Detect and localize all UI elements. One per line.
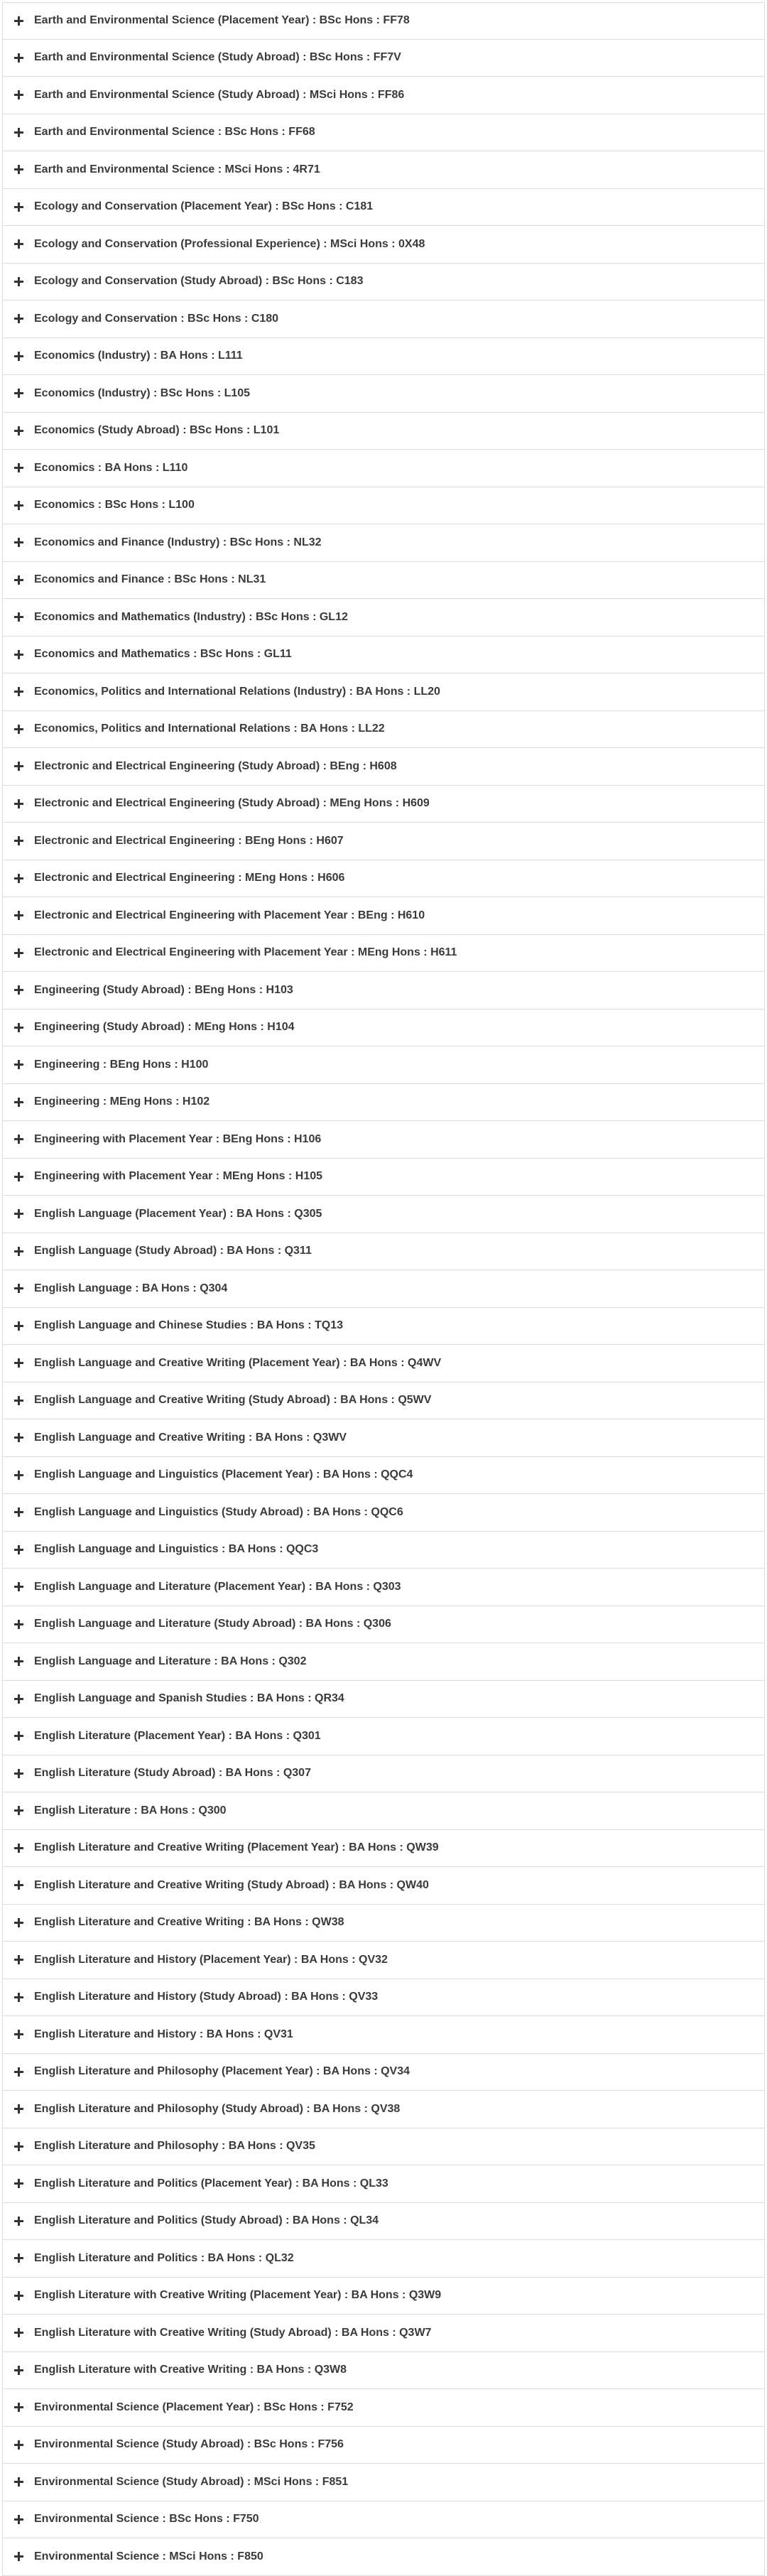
course-label: Environmental Science (Placement Year) : BSc Hons : F752 [34, 2401, 354, 2413]
course-label: English Language and Spanish Studies : BA Hons : QR34 [34, 1692, 344, 1705]
plus-icon [14, 1657, 23, 1666]
course-accordion-item[interactable] [2, 189, 765, 227]
course-accordion-item[interactable] [2, 1718, 765, 1755]
course-accordion-item[interactable] [2, 823, 765, 860]
plus-icon [14, 1806, 23, 1815]
course-accordion-item[interactable] [2, 2501, 765, 2539]
course-accordion-item[interactable] [2, 1681, 765, 1719]
course-label: English Literature (Placement Year) : BA Hons : Q301 [34, 1729, 321, 1742]
course-accordion-item[interactable] [2, 264, 765, 301]
plus-icon [14, 202, 23, 212]
course-label: English Language and Chinese Studies : BA Hons : TQ13 [34, 1319, 344, 1332]
plus-icon [14, 2515, 23, 2524]
course-label: Economics : BSc Hons : L100 [34, 499, 195, 512]
course-label: English Language and Literature : BA Hons : Q302 [34, 1655, 307, 1667]
course-label: English Language and Linguistics (Placement Year) : BA Hons : QQC4 [34, 1468, 413, 1481]
plus-icon [14, 352, 23, 361]
course-label: Electronic and Electrical Engineering with Placement Year : BEng : H610 [34, 909, 425, 921]
course-label: Economics (Industry) : BA Hons : L111 [34, 350, 243, 362]
course-label: English Literature and History : BA Hons : QV31 [34, 2028, 293, 2040]
course-label: English Language and Linguistics : BA Hons : QQC3 [34, 1543, 319, 1556]
course-accordion-item[interactable] [2, 375, 765, 413]
plus-icon [14, 1582, 23, 1591]
course-accordion-item[interactable] [2, 1233, 765, 1271]
course-accordion-item[interactable] [2, 2, 765, 40]
course-accordion-item[interactable] [2, 748, 765, 786]
plus-icon [14, 2217, 23, 2226]
plus-icon [14, 612, 23, 622]
course-accordion-item[interactable] [2, 1606, 765, 1644]
plus-icon [14, 2142, 23, 2151]
course-accordion-item[interactable] [2, 1196, 765, 1233]
course-accordion-item[interactable] [2, 2464, 765, 2501]
course-accordion-item[interactable] [2, 1792, 765, 1830]
plus-icon [14, 1880, 23, 1890]
course-label: Economics, Politics and International Relations : BA Hons : LL22 [34, 723, 385, 735]
plus-icon [14, 575, 23, 585]
course-accordion-item[interactable] [2, 935, 765, 973]
plus-icon [14, 1098, 23, 1107]
course-accordion-item[interactable] [2, 226, 765, 264]
course-label: Engineering : BEng Hons : H100 [34, 1058, 209, 1071]
plus-icon [14, 2291, 23, 2300]
course-label: English Literature and Creative Writing : BA Hons : QW38 [34, 1916, 344, 1929]
course-label: Economics and Mathematics (Industry) : BSc Hons : GL12 [34, 610, 348, 623]
course-accordion-item[interactable] [2, 2016, 765, 2054]
plus-icon [14, 1284, 23, 1293]
plus-icon [14, 128, 23, 137]
course-label: Environmental Science : MSci Hons : F850 [34, 2550, 263, 2563]
course-label: Electronic and Electrical Engineering : BEng Hons : H607 [34, 834, 344, 847]
plus-icon [14, 463, 23, 472]
course-label: English Literature and Creative Writing (Study Abroad) : BA Hons : QW40 [34, 1878, 429, 1891]
plus-icon [14, 1209, 23, 1218]
course-label: English Literature with Creative Writing (Study Abroad) : BA Hons : Q3W7 [34, 2326, 432, 2339]
course-accordion-item[interactable] [2, 2538, 765, 2576]
course-label: English Language (Study Abroad) : BA Hons : Q311 [34, 1245, 312, 1257]
course-accordion-item[interactable] [2, 860, 765, 898]
plus-icon [14, 1694, 23, 1704]
course-accordion-item[interactable] [2, 2128, 765, 2166]
plus-icon [14, 1023, 23, 1032]
course-label: English Literature and Philosophy (Study Abroad) : BA Hons : QV38 [34, 2102, 401, 2115]
plus-icon [14, 874, 23, 883]
course-label: Economics and Mathematics : BSc Hons : GL11 [34, 648, 292, 661]
course-label: Engineering (Study Abroad) : MEng Hons : H104 [34, 1021, 295, 1034]
course-accordion-item[interactable] [2, 1905, 765, 1942]
plus-icon [14, 1993, 23, 2002]
course-accordion-item[interactable] [2, 1532, 765, 1569]
course-accordion-item[interactable] [2, 413, 765, 450]
course-accordion-item[interactable] [2, 1270, 765, 1308]
course-accordion-item[interactable] [2, 1084, 765, 1122]
course-accordion-item[interactable] [2, 1867, 765, 1905]
course-label: Environmental Science (Study Abroad) : MSci Hons : F851 [34, 2475, 349, 2488]
course-accordion-item[interactable] [2, 711, 765, 749]
course-accordion-item[interactable] [2, 897, 765, 935]
course-label: Ecology and Conservation (Study Abroad) : BSc Hons : C183 [34, 275, 364, 288]
plus-icon [14, 1172, 23, 1181]
course-accordion-item[interactable] [2, 1121, 765, 1159]
course-label: Engineering with Placement Year : MEng Hons : H105 [34, 1170, 323, 1183]
course-label: English Language (Placement Year) : BA Hons : Q305 [34, 1207, 322, 1220]
plus-icon [14, 2067, 23, 2077]
plus-icon [14, 389, 23, 398]
course-label: Economics and Finance (Industry) : BSc Hons : NL32 [34, 536, 322, 548]
course-label: English Literature and Creative Writing (Placement Year) : BA Hons : QW39 [34, 1841, 439, 1854]
course-label: Engineering : MEng Hons : H102 [34, 1095, 210, 1108]
plus-icon [14, 2030, 23, 2039]
course-label: Environmental Science : BSc Hons : F750 [34, 2513, 259, 2526]
plus-icon [14, 1135, 23, 1144]
plus-icon [14, 687, 23, 696]
plus-icon [14, 1769, 23, 1778]
course-accordion-item[interactable] [2, 2427, 765, 2464]
plus-icon [14, 1731, 23, 1741]
course-label: English Literature : BA Hons : Q300 [34, 1804, 227, 1817]
plus-icon [14, 2104, 23, 2114]
course-label: Electronic and Electrical Engineering (Study Abroad) : MEng Hons : H609 [34, 797, 430, 810]
plus-icon [14, 1247, 23, 1256]
course-label: English Literature and History (Placement Year) : BA Hons : QV32 [34, 1953, 388, 1966]
course-accordion-item[interactable] [2, 1382, 765, 1420]
plus-icon [14, 948, 23, 958]
plus-icon [14, 2552, 23, 2561]
plus-icon [14, 650, 23, 659]
course-label: Electronic and Electrical Engineering with Placement Year : MEng Hons : H611 [34, 946, 457, 959]
plus-icon [14, 1620, 23, 1629]
course-accordion-item[interactable] [2, 2278, 765, 2315]
plus-icon [14, 239, 23, 249]
plus-icon [14, 2440, 23, 2450]
plus-icon [14, 1844, 23, 1853]
course-label: Earth and Environmental Science (Placement Year) : BSc Hons : FF78 [34, 14, 410, 27]
course-accordion-item[interactable] [2, 1457, 765, 1495]
course-label: English Language and Literature (Placement Year) : BA Hons : Q303 [34, 1580, 401, 1593]
course-accordion-item[interactable] [2, 40, 765, 77]
plus-icon [14, 1396, 23, 1405]
course-label: English Literature and Politics (Placement Year) : BA Hons : QL33 [34, 2177, 388, 2190]
plus-icon [14, 426, 23, 435]
course-label: Ecology and Conservation (Professional Experience) : MSci Hons : 0X48 [34, 237, 425, 250]
course-label: English Language : BA Hons : Q304 [34, 1282, 228, 1294]
plus-icon [14, 2477, 23, 2486]
course-label: English Literature and Politics (Study Abroad) : BA Hons : QL34 [34, 2214, 379, 2227]
course-accordion-item[interactable] [2, 2315, 765, 2352]
course-accordion-item[interactable] [2, 338, 765, 376]
course-label: English Literature with Creative Writing : BA Hons : Q3W8 [34, 2364, 347, 2376]
plus-icon [14, 799, 23, 808]
course-accordion-item[interactable] [2, 562, 765, 600]
course-accordion-item[interactable] [2, 1345, 765, 1382]
course-label: English Language and Linguistics (Study Abroad) : BA Hons : QQC6 [34, 1505, 403, 1518]
course-label: English Language and Creative Writing : BA Hons : Q3WV [34, 1431, 347, 1444]
course-accordion-item[interactable] [2, 2352, 765, 2390]
plus-icon [14, 2328, 23, 2337]
course-accordion-item[interactable] [2, 1159, 765, 1196]
course-label: Environmental Science (Study Abroad) : BSc Hons : F756 [34, 2438, 344, 2451]
course-accordion-item[interactable] [2, 524, 765, 562]
plus-icon [14, 1471, 23, 1480]
course-label: English Language and Literature (Study Abroad) : BA Hons : Q306 [34, 1618, 391, 1630]
course-accordion-item[interactable] [2, 599, 765, 637]
plus-icon [14, 165, 23, 174]
plus-icon [14, 314, 23, 323]
course-accordion-item[interactable] [2, 151, 765, 189]
plus-icon [14, 985, 23, 995]
course-label: Earth and Environmental Science (Study Abroad) : MSci Hons : FF86 [34, 88, 405, 101]
course-accordion-item[interactable] [2, 2203, 765, 2241]
plus-icon [14, 2403, 23, 2412]
course-accordion-item[interactable] [2, 2091, 765, 2128]
course-accordion-item[interactable] [2, 301, 765, 338]
plus-icon [14, 16, 23, 26]
course-label: Earth and Environmental Science : BSc Hons : FF68 [34, 126, 315, 139]
course-accordion-item[interactable] [2, 450, 765, 487]
course-accordion-item[interactable] [2, 1979, 765, 2017]
course-label: Earth and Environmental Science (Study Abroad) : BSc Hons : FF7V [34, 51, 401, 64]
course-accordion-item[interactable] [2, 1643, 765, 1681]
course-label: English Literature (Study Abroad) : BA Hons : Q307 [34, 1767, 311, 1780]
plus-icon [14, 90, 23, 99]
plus-icon [14, 762, 23, 771]
course-label: English Literature and History (Study Abroad) : BA Hons : QV33 [34, 1991, 379, 2003]
plus-icon [14, 1433, 23, 1442]
plus-icon [14, 501, 23, 510]
plus-icon [14, 1508, 23, 1517]
plus-icon [14, 911, 23, 920]
course-label: Earth and Environmental Science : MSci Hons : 4R71 [34, 163, 320, 175]
course-accordion-item[interactable] [2, 2054, 765, 2091]
plus-icon [14, 1321, 23, 1331]
course-label: Ecology and Conservation : BSc Hons : C180 [34, 312, 279, 325]
plus-icon [14, 53, 23, 63]
course-accordion-item[interactable] [2, 1569, 765, 1606]
plus-icon [14, 1545, 23, 1554]
course-accordion-item[interactable] [2, 487, 765, 525]
course-accordion-item[interactable] [2, 1419, 765, 1457]
course-accordion-item[interactable] [2, 1755, 765, 1793]
course-accordion-item[interactable] [2, 637, 765, 674]
course-accordion-item[interactable] [2, 114, 765, 152]
plus-icon [14, 836, 23, 845]
plus-icon [14, 1955, 23, 1964]
course-label: Engineering with Placement Year : BEng Hons : H106 [34, 1132, 322, 1145]
plus-icon [14, 1358, 23, 1368]
course-accordion-item[interactable] [2, 1046, 765, 1084]
course-label: English Literature and Philosophy : BA Hons : QV35 [34, 2140, 315, 2153]
course-label: Economics, Politics and International Relations (Industry) : BA Hons : LL20 [34, 685, 440, 698]
course-label: Ecology and Conservation (Placement Year) : BSc Hons : C181 [34, 200, 374, 213]
course-label: Electronic and Electrical Engineering : MEng Hons : H606 [34, 872, 345, 884]
plus-icon [14, 2253, 23, 2263]
course-accordion-item[interactable] [2, 972, 765, 1010]
course-accordion-item[interactable] [2, 1942, 765, 1979]
course-label: English Literature and Politics : BA Hons : QL32 [34, 2251, 294, 2264]
course-label: Economics (Study Abroad) : BSc Hons : L101 [34, 424, 280, 437]
course-accordion-item[interactable] [2, 77, 765, 114]
plus-icon [14, 2366, 23, 2375]
course-label: English Literature and Philosophy (Placement Year) : BA Hons : QV34 [34, 2065, 410, 2078]
course-accordion-item[interactable] [2, 1830, 765, 1868]
course-accordion-item[interactable] [2, 1010, 765, 1047]
course-accordion-item[interactable] [2, 673, 765, 711]
course-label: Economics and Finance : BSc Hons : NL31 [34, 573, 266, 586]
plus-icon [14, 725, 23, 734]
course-accordion-item[interactable] [2, 2389, 765, 2427]
plus-icon [14, 277, 23, 286]
course-accordion-item[interactable] [2, 1308, 765, 1346]
course-label: English Literature with Creative Writing (Placement Year) : BA Hons : Q3W9 [34, 2289, 442, 2302]
course-accordion-item[interactable] [2, 2165, 765, 2203]
plus-icon [14, 538, 23, 547]
course-label: Economics : BA Hons : L110 [34, 461, 188, 474]
course-label: English Language and Creative Writing (Study Abroad) : BA Hons : Q5WV [34, 1394, 432, 1407]
course-accordion-item[interactable] [2, 1494, 765, 1532]
course-label: Economics (Industry) : BSc Hons : L105 [34, 386, 251, 399]
course-label: English Language and Creative Writing (Placement Year) : BA Hons : Q4WV [34, 1356, 442, 1369]
plus-icon [14, 1060, 23, 1069]
plus-icon [14, 2179, 23, 2188]
plus-icon [14, 1918, 23, 1927]
course-label: Engineering (Study Abroad) : BEng Hons : H103 [34, 983, 293, 996]
course-accordion-item[interactable] [2, 786, 765, 823]
course-label: Electronic and Electrical Engineering (Study Abroad) : BEng : H608 [34, 759, 397, 772]
course-accordion-item[interactable] [2, 2240, 765, 2278]
